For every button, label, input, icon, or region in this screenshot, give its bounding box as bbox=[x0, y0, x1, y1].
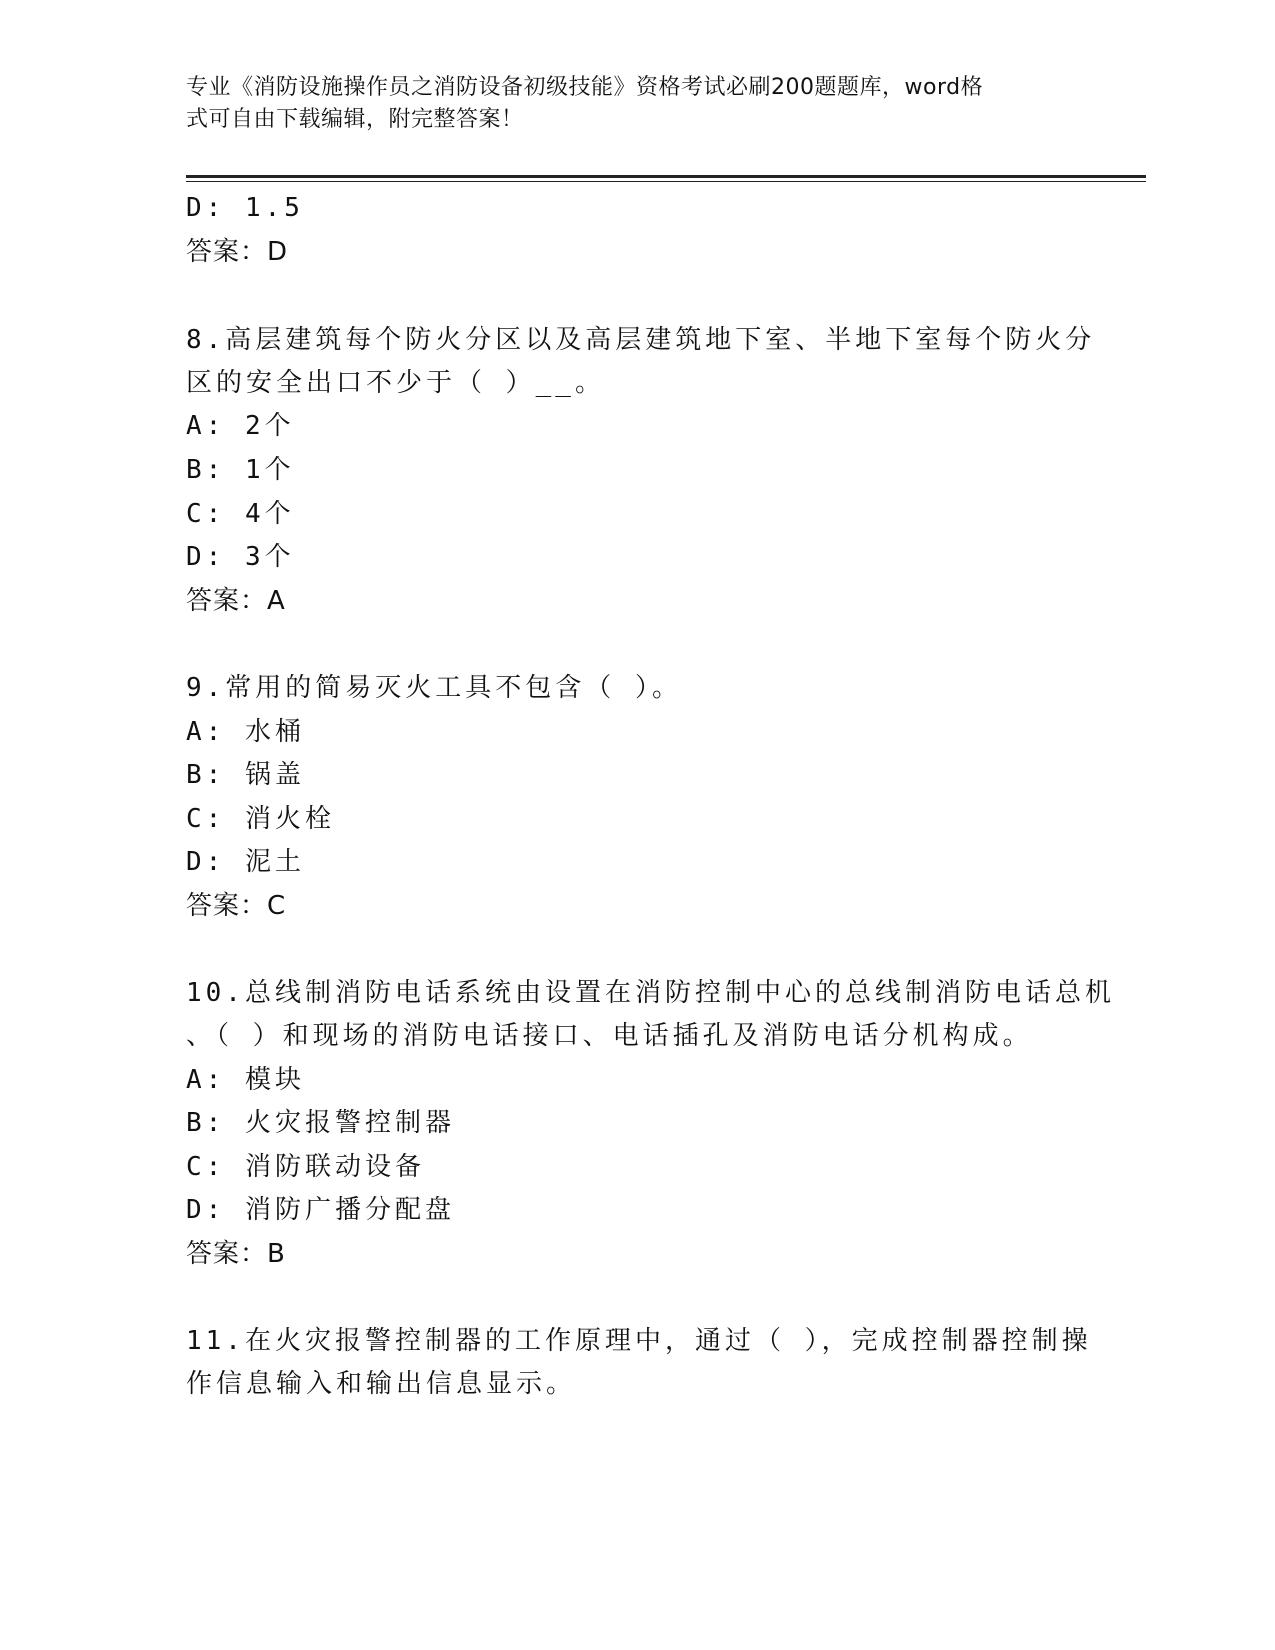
q10-option-d: D: 消防广播分配盘 bbox=[186, 1195, 455, 1225]
header-divider-thin bbox=[186, 181, 1146, 182]
q10-option-a: A: 模块 bbox=[186, 1065, 305, 1095]
q9-stem-line-1: 9.常用的简易灭火工具不包含（ ）。 bbox=[186, 673, 682, 703]
prev-answer: 答案：D bbox=[186, 237, 289, 267]
q8-option-c: C: 4个 bbox=[186, 499, 295, 529]
header-line-2: 式可自由下载编辑，附完整答案！ bbox=[186, 107, 524, 132]
page-header bbox=[186, 72, 1066, 136]
header-line-1: 专业《消防设施操作员之消防设备初级技能》资格考试必刷200题题库，word格 bbox=[186, 75, 984, 100]
prev-option-d: D: 1.5 bbox=[186, 193, 304, 223]
q9-option-b: B: 锅盖 bbox=[186, 760, 305, 790]
q10-stem-line-2: 、（ ）和现场的消防电话接口、电话插孔及消防电话分机构成。 bbox=[186, 1021, 1033, 1051]
q11-stem-line-1: 11.在火灾报警控制器的工作原理中，通过（ ），完成控制器控制操 bbox=[186, 1326, 1092, 1356]
q8-stem-line-1: 8.高层建筑每个防火分区以及高层建筑地下室、半地下室每个防火分 bbox=[186, 325, 1096, 355]
q9-option-a: A: 水桶 bbox=[186, 717, 305, 747]
q8-answer: 答案：A bbox=[186, 586, 286, 616]
header-divider-thick bbox=[186, 175, 1146, 178]
q9-answer: 答案：C bbox=[186, 891, 287, 921]
q10-option-b: B: 火灾报警控制器 bbox=[186, 1108, 455, 1138]
q9-option-c: C: 消火栓 bbox=[186, 804, 335, 834]
q8-option-a: A: 2个 bbox=[186, 411, 295, 441]
q8-option-b: B: 1个 bbox=[186, 455, 295, 485]
q11-stem-line-2: 作信息输入和输出信息显示。 bbox=[186, 1369, 577, 1399]
q9-option-d: D: 泥土 bbox=[186, 847, 305, 877]
q10-answer: 答案：B bbox=[186, 1239, 286, 1269]
q8-option-d: D: 3个 bbox=[186, 542, 295, 572]
q8-stem-line-2: 区的安全出口不少于（ ）__。 bbox=[186, 368, 605, 398]
q10-stem-line-1: 10.总线制消防电话系统由设置在消防控制中心的总线制消防电话总机 bbox=[186, 978, 1115, 1008]
q10-option-c: C: 消防联动设备 bbox=[186, 1152, 425, 1182]
